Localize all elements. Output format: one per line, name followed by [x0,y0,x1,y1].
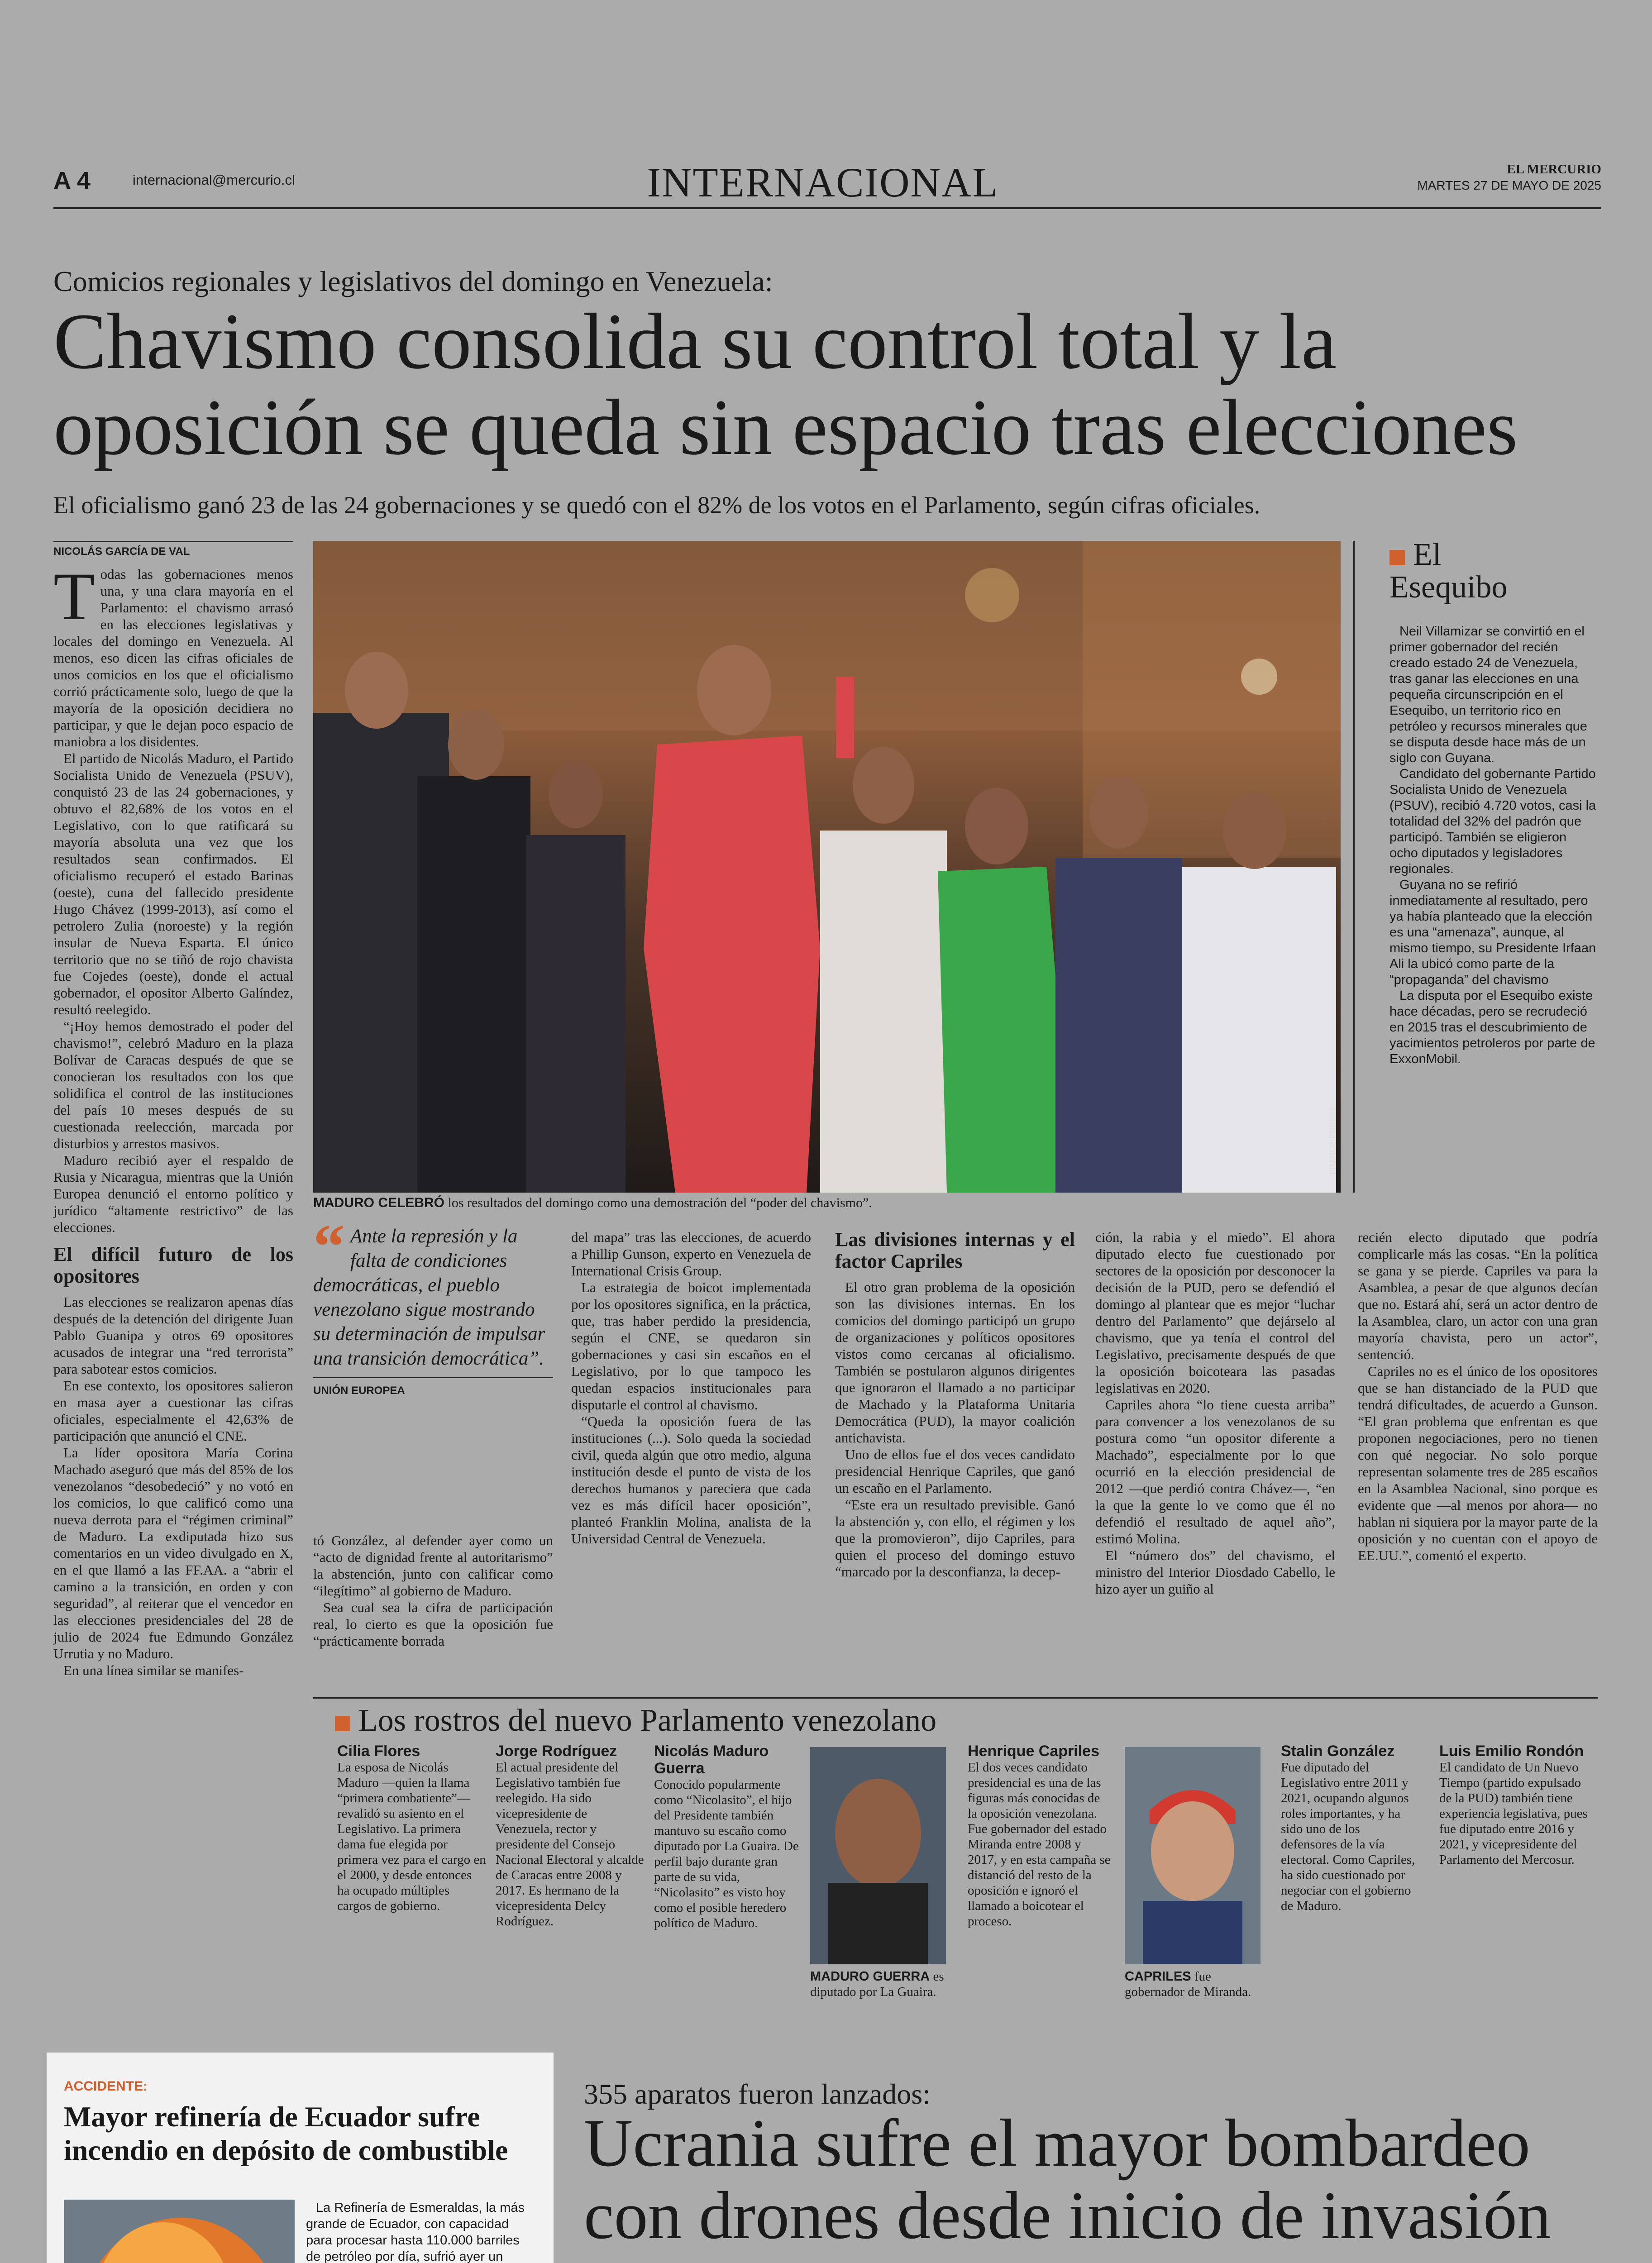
main-headline-line2: oposición se queda sin espacio tras elecciones [53,383,1518,472]
main-column-b3 [835,1229,1075,1580]
subheading-capriles: Las divisiones internas y el factor Capriles [835,1228,1075,1272]
page-number: A 4 [53,167,91,194]
subheading-opositores: El difícil futuro de los opositores [53,1243,293,1287]
crowd-illustration [313,541,1341,1193]
pull-quote [313,1212,553,1397]
photo-maduro-guerra [810,1747,946,1964]
caption-text: los resultados del domingo como una demostración del “poder del chavismo”. [444,1195,872,1210]
square-bullet-icon [1389,550,1405,565]
esequibo-title: El Esequibo [1389,537,1508,605]
quote-text: Ante la represión y la falta de condiciones democráticas, el pueblo venezolano sigue mostrando su determinación de impulsar una transición democrática”. [313,1226,545,1369]
esequibo-box [1389,539,1598,1067]
byline-rule [53,541,293,542]
person-cilia-flores: Cilia Flores La esposa de Nicolás Maduro —quien la llama “primera combatiente”— revalidó su asiento en el Legislativo. La primera dama fue elegida por primera vez para el cargo en el 2000, y desde entonces ha ocupado múltiples cargos de gobierno. [337,1743,486,1913]
paragraph: odas las gobernaciones menos una, y una clara mayoría en el Parlamento: el chavismo arrasó en las elecciones legislativas y locales del domingo en Venezuela. Al menos, eso dicen las cifras oficiales de unos comicios en los que el oficialismo corrió prácticamente solo, luego de que la mayoría de la oposición decidiera no participar, y que le dejan poco espacio de maniobra a los disidentes. [53,566,293,750]
section-title: INTERNACIONAL [647,159,999,205]
paragraph: Capriles ahora “lo tiene cuesta arriba” para convencer a los venezolanos de su postura como “un opositor diferente a Machado”, especialmente por lo que ocurrió en la elección presidencial de 2012 —que perdió contra Chávez—, “en la que la gente lo ve como que él no defendió el resultado de aquel año”, estimó Molina. [1095,1397,1335,1547]
page-header [53,158,1601,208]
ecuador-kicker: ACCIDENTE: [64,2079,148,2094]
paragraph: La disputa por el Esequibo existe hace décadas, pero se recrudeció en 2015 tras el descubrimiento de yacimientos petroleros por parte de ExxonMobil. [1389,988,1595,1066]
ucrania-headline-line1: Ucrania sufre el mayor bombardeo [584,2105,1530,2181]
person-henrique-capriles: Henrique Capriles El dos veces candidato presidencial es una de las figuras más conocidas de la oposición venezolana. Fue gobernador del estado Miranda entre 2008 y 2017, y en esta campaña se distanció del resto de la oposición e ignoró el llamado a boicotear el proceso. [968,1743,1111,1929]
ucrania-kicker: 355 aparatos fueron lanzados: [584,2078,931,2110]
ecuador-photo [64,2200,295,2263]
paragraph: Maduro recibió ayer el respaldo de Rusia y Nicaragua, mientras que la Unión Europea denunció el entorno político y jurídico “altamente restrictivo” de las elecciones. [53,1152,293,1235]
ecuador-box [47,2053,554,2263]
quote-rule [313,1377,553,1378]
paragraph: En ese contexto, los opositores salieron en masa ayer a cuestionar las cifras oficiales, especialmente el 42,63% de participación que anunció el CNE. [53,1378,293,1444]
paragraph: Candidato del gobernante Partido Socialista Unido de Venezuela (PSUV), recibió 4.720 votos, casi la totalidad del 32% del padrón que participó. También se eligieron ocho diputados y legisladores regionales. [1389,767,1596,876]
person-stalin-gonzalez: Stalin González Fue diputado del Legislativo entre 2011 y 2021, ocupando algunos roles importantes, y ha sido uno de los defensores de la vía electoral. Como Capriles, ha sido cuestionado por negociar con el gobierno de Maduro. [1281,1743,1415,1913]
photo-capriles [1125,1747,1260,1964]
main-deck: El oficialismo ganó 23 de las 24 gobernaciones y se quedó con el 82% de los votos en el Parlamento, según cifras oficiales. [53,492,1260,519]
header-rule [53,207,1601,209]
paragraph: recién electo diputado que podría complicarle más las cosas. “En la política se gana y se pierde. Capriles va para la Asamblea, a pesar de que algunos decían que no. Estará ahí, será un actor dentro de la Asamblea, claro, un actor con una gran mayoría chavista, pero un actor”, sentenció. [1358,1229,1598,1362]
caption-maduro-guerra: MADURO GUERRA es diputado por La Guaira. [810,1969,944,1999]
paragraph: En una línea similar se manifes- [63,1662,244,1678]
caption-lead: MADURO CELEBRÓ [313,1195,444,1210]
rostros-title: Los rostros del nuevo Parlamento venezolano [335,1703,936,1739]
drop-cap: T [53,559,95,634]
esequibo-text [1389,624,1598,1067]
paragraph: Capriles no es el único de los opositores que se han distanciado de la PUD que tendrá dificultades, de acuerdo a Gunson. “El gran problema que enfrentan es que proponen negociaciones, pero no tienen con qué negociar. No solo porque representan solamente tres de 285 escaños en la Asamblea Nacional, sino porque es evidente que —al menos por ahora— no hablan ni siquiera por la mayor parte de la oposición y no cuentan con el apoyo de EE.UU.”, comentó el experto. [1358,1363,1598,1563]
quote-mark-icon: “ [313,1212,345,1282]
masthead-name: EL MERCURIO [1507,162,1601,177]
paragraph: La líder opositora María Corina Machado aseguró que más del 85% de los venezolanos “desobedeció” y no votó en los comicios, lo que calificó como una nueva derrota para el “régimen criminal” de Maduro. La exdiputada hizo sus comentarios en un video divulgado en X, en el que llamó a las FF.AA. a “abrir el camino a la transición, en orden y con seguridad”, al reiterar que el vencedor en las elecciones presidenciales del 28 de julio de 2024 fue Edmundo González Urrutia y no Maduro. [53,1445,293,1661]
portrait-illustration [1125,1747,1260,1964]
paragraph: El partido de Nicolás Maduro, el Partido Socialista Unido de Venezuela (PSUV), conquistó 23 de las 24 gobernaciones, y obtuvo el 82,68% de los votos en el Legislativo, con lo que ratificará su mayoría absoluta una vez que los resultados sean confirmados. El oficialismo recuperó el estado Barinas (oeste), cuna del fallecido presidente Hugo Chávez (1999-2013), así como el petrolero Zulia (noroeste) y la región insular de Nueva Esparta. El único territorio que no se tiñó de rojo chavista fue Cojedes (oeste), donde el actual gobernador, el opositor Alberto Galíndez, resultó reelegido. [53,750,293,1017]
main-byline: NICOLÁS GARCÍA DE VAL [53,545,190,558]
ecuador-text [306,2200,537,2263]
person-luis-rondon: Luis Emilio Rondón El candidato de Un Nuevo Tiempo (partido expulsado de la PUD) también tiene experiencia legislativa, pues fue diputado entre 2016 y 2021, y vicepresidente del Parlamento del Mercosur. [1439,1743,1588,1867]
main-column-b4 [1095,1229,1335,1597]
paragraph: Uno de ellos fue el dos veces candidato presidencial Henrique Capriles, que ganó un escaño en el Parlamento. [835,1447,1075,1496]
main-photo-caption [313,1195,1341,1211]
main-column-b2 [571,1229,811,1547]
main-headline-line1: Chavismo consolida su control total y la [53,297,1337,386]
paragraph: La estrategia de boicot implementada por los opositores significa, en la práctica, que, tras haber perdido la presidencia, según el CNE, se quedaron sin gobernaciones y casi sin escaños en el Legislativo, por lo que tampoco les quedan espacios institucionales para disputarle el control al chavismo. [571,1280,811,1413]
portrait-illustration [810,1747,946,1964]
paragraph: Las elecciones se realizaron apenas días después de la detención del dirigente Juan Pablo Guanipa y otros 69 opositores acusados de integrar una “red terrorista” para sabotear estos comicios. [53,1294,293,1377]
paragraph: del mapa” tras las elecciones, de acuerdo a Phillip Gunson, experto en Venezuela de International Crisis Group. [571,1229,811,1279]
caption-capriles: CAPRILES fue gobernador de Miranda. [1125,1969,1251,1999]
paragraph: Neil Villamizar se convirtió en el primer gobernador del recién creado estado 24 de Venezuela, tras ganar las elecciones en una pequeña circunscripción en el Esequibo, un territorio rico en petróleo y recursos minerales que se disputa desde hace más de un siglo con Guyana. [1389,624,1587,765]
main-column-b1 [313,1532,553,1649]
main-column-b5 [1358,1229,1598,1564]
paragraph: ción, la rabia y el miedo”. El ahora diputado electo fue cuestionado por sectores de la oposición por desconocer la decisión de la PUD, pero se defendió el domingo al plantear que es mejor “luchar dentro del Parlamento” que dejárselo al chavismo, que ya tenía el control del Legislativo, precisamente después de que la oposición boicoteara las pasadas legislativas en 2020. [1095,1229,1335,1396]
paragraph: El “número dos” del chavismo, el ministro del Interior Diosdado Cabello, le hizo ayer un guiño al [1095,1547,1335,1597]
section-email: internacional@mercurio.cl [133,172,295,188]
main-kicker: Comicios regionales y legislativos del domingo en Venezuela: [53,265,773,297]
person-jorge-rodriguez: Jorge Rodríguez El actual presidente del Legislativo también fue reelegido. Ha sido vicepresidente de Venezuela, rector y presidente del Consejo Nacional Electoral y alcalde de Caracas entre 2008 y 2017. Es hermano de la vicepresidenta Delcy Rodríguez. [496,1743,644,1929]
paragraph: Guyana no se refirió inmediatamente al resultado, pero ya había planteado que la elección es una “amenaza”, aunque, al mismo tiempo, su Presidente Irfaan Ali la ubicó como parte de la “propaganda” del chavismo [1389,878,1596,987]
paragraph: La Refinería de Esmeraldas, la más grande de Ecuador, con capacidad para procesar hasta 110.000 barriles de petróleo por día, sufrió ayer un [306,2201,525,2263]
ecuador-headline: Mayor refinería de Ecuador sufre incendio en depósito de combustible [64,2101,508,2166]
fire-illustration [64,2200,295,2263]
main-photo-maduro [313,541,1341,1193]
paragraph: El otro gran problema de la oposición son las divisiones internas. En los comicios del domingo participó un grupo de organizaciones y políticos opositores vistos como cercanas al oficialismo. También se postularon algunos dirigentes que ignoraron el llamado a no participar de Machado y la Plataforma Unitaria Democrática (PUD), la mayor coalición antichavista. [835,1279,1075,1446]
page-date: MARTES 27 DE MAYO DE 2025 [1417,178,1601,192]
person-maduro-guerra: Nicolás Maduro Guerra Conocido popularmente como “Nicolasito”, el hijo del Presidente también mantuvo su escaño como diputado por La Guaira. De perfil bajo durante gran parte de su vida, “Nicolasito” es visto hoy como el posible heredero político de Maduro. [654,1743,799,1930]
paragraph: tó González, al defender ayer como un “acto de dignidad frente al autoritarismo” la abstención, junto con calificar como “ilegítimo” al gobierno de Maduro. [313,1533,553,1599]
paragraph: “Este era un resultado previsible. Ganó la abstención y, con ello, el régimen y los que la promovieron”, dijo Capriles, para quien el proceso del domingo estuvo “marcado por la desconfianza, la decep- [835,1497,1075,1580]
paragraph: “¡Hoy hemos demostrado el poder del chavismo!”, celebró Maduro en la plaza Bolívar de Caracas después de que se conocieran los resultados con los que solidifica el control de las instituciones del país 10 meses después de su cuestionada reelección, marcada por disturbios y arrestos masivos. [53,1018,293,1151]
paragraph: Sea cual sea la cifra de participación real, lo cierto es que la oposición fue “prácticamente borrada [313,1599,553,1649]
sidebar-divider [1353,541,1355,1193]
square-bullet-icon [335,1716,350,1731]
paragraph: “Queda la oposición fuera de las instituciones (...). Solo queda la sociedad civil, queda algún que otro medio, alguna institución desde el punto de vista de los derechos humanos y pareciera que cada vez es más difícil hacer oposición”, planteó Franklin Molina, analista de la Universidad Central de Venezuela. [571,1413,811,1547]
main-column-1 [53,559,293,1679]
quote-source: UNIÓN EUROPEA [313,1385,405,1397]
ucrania-headline-line2: con drones desde inicio de invasión [584,2178,1551,2253]
main-photo-credit: FRANCE PRESSE [1328,1105,1337,1174]
rostros-top-rule [313,1697,1598,1699]
